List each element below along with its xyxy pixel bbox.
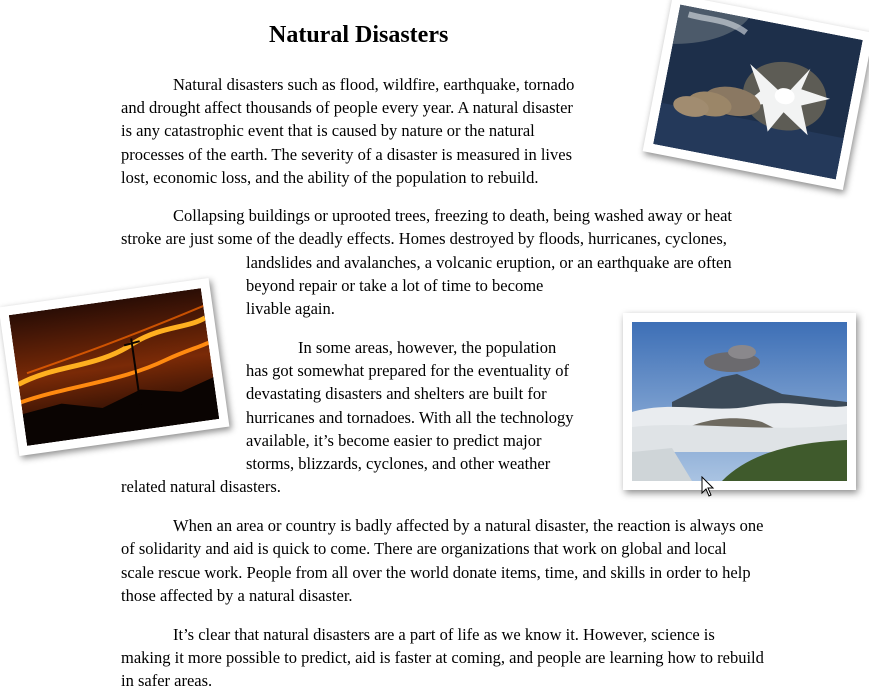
paragraph-3-line: available, it’s become easier to predict major xyxy=(246,431,542,450)
wildfire-at-night-photo[interactable] xyxy=(0,278,229,456)
paragraph-1-line: lost, economic loss, and the ability of the population to rebuild. xyxy=(121,168,539,187)
page-title: Natural Disasters xyxy=(269,22,449,48)
paragraph-1-line: and drought affect thousands of people every year. A natural disaster xyxy=(121,98,573,117)
paragraph-4-line: scale rescue work. People from all over the world donate items, time, and skills in order to help xyxy=(121,563,751,582)
paragraph-1-line: Natural disasters such as flood, wildfire, earthquake, tornado xyxy=(173,75,575,94)
paragraph-3-line: has got somewhat prepared for the eventuality of xyxy=(246,361,570,380)
mouse-pointer-icon xyxy=(701,476,715,498)
paragraph-5-line: making it more possible to predict, aid is faster at coming, and people are learning how to rebuild xyxy=(121,648,764,667)
paragraph-1-line: processes of the earth. The severity of a disaster is measured in lives xyxy=(121,145,573,164)
satellite-image xyxy=(653,5,863,180)
paragraph-1-line: is any catastrophic event that is caused by nature or the natural xyxy=(121,121,535,140)
paragraph-2-line: stroke are just some of the deadly effects. Homes destroyed by floods, hurricanes, cyclones, xyxy=(121,229,727,248)
paragraph-3-line: In some areas, however, the population xyxy=(298,338,557,357)
paragraph-3-line: devastating disasters and shelters are built for xyxy=(246,384,547,403)
paragraph-4-line: those affected by a natural disaster. xyxy=(121,586,353,605)
paragraph-3-line: related natural disasters. xyxy=(121,477,281,496)
volcano-landscape-photo[interactable] xyxy=(623,313,856,490)
volcano-image xyxy=(632,322,847,481)
paragraph-5-line: It’s clear that natural disasters are a part of life as we know it. However, science is xyxy=(173,625,715,644)
paragraph-4-line: of solidarity and aid is quick to come. There are organizations that work on global and local xyxy=(121,539,727,558)
paragraph-3-line: storms, blizzards, cyclones, and other weather xyxy=(246,454,551,473)
paragraph-3-line: hurricanes and tornadoes. With all the technology xyxy=(246,408,574,427)
wildfire-image xyxy=(9,288,219,446)
paragraph-2-line: beyond repair or take a lot of time to become xyxy=(246,276,544,295)
paragraph-2-line: landslides and avalanches, a volcanic eruption, or an earthquake are often xyxy=(246,253,732,272)
paragraph-4-line: When an area or country is badly affected by a natural disaster, the reaction is always one xyxy=(173,516,764,535)
volcanic-eruption-satellite-photo[interactable] xyxy=(643,0,869,190)
paragraph-5-line: in safer areas. xyxy=(121,671,213,690)
paragraph-2-line: livable again. xyxy=(246,299,335,318)
paragraph-2-line: Collapsing buildings or uprooted trees, freezing to death, being washed away or heat xyxy=(173,206,733,225)
